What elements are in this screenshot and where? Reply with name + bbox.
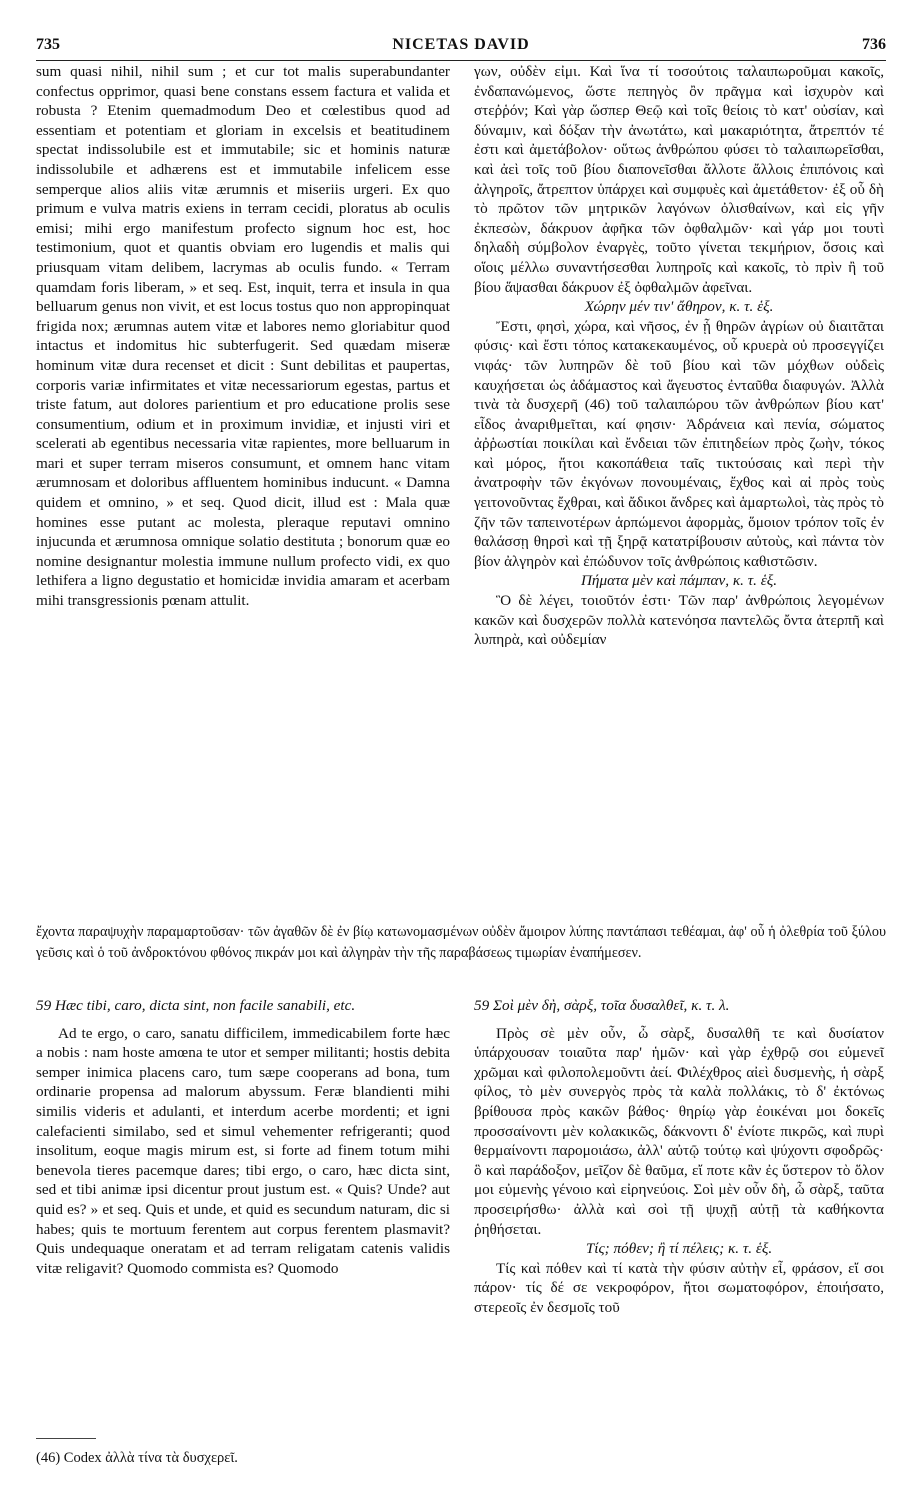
page-number-right: 736 (862, 36, 886, 53)
header-rule (36, 60, 886, 61)
latin-paragraph: Ad te ergo, o caro, sanatu difficilem, immedicabilem forte hæc a nobis : nam hoste amœna te utor et semper militanti; hostis debita semper inimica placens caro, tum sæpe cooperans ad bona, tum ordinarie propensa ad malorum abyssum. Feræ blandienti mihi similis videris et adulanti, et interdum acerbe mordenti; et igni calefacienti similabo, sed et simul vehementer refrigeranti; quod insolitum, eoque magis mirum est, si forte ad finem totum mihi benevola tieres pacemque dares; tibi ergo, o caro, hæc dicta sint, sed et tibi animæ ipsi dicentur prout justum est. « Quis? Unde? aut quid es? » et seq. Quis et unde, et quid es secundum naturam, dic si habes; quis te mortuum ferentem aut corpus ferentem plasmavit? Quis undequaque oneratam et ad terram religatam catenis validis vitæ religavit? Quomodo commista es? Quomodo (36, 1024, 450, 1277)
footnote: (46) Codex ἀλλὰ τίνα τὰ δυσχερεῖ. (36, 1450, 238, 1466)
greek-column-bottom (474, 996, 884, 1318)
greek-lemma: Πήματα μὲν καὶ πάμπαν, κ. τ. ἑξ. (580, 572, 778, 590)
latin-column-top (36, 62, 450, 611)
greek-lemma: Τίς; πόθεν; ἢ τί πέλεις; κ. τ. ἑξ. (585, 1240, 773, 1258)
running-title: NICETAS DAVID (392, 36, 530, 53)
greek-paragraph: Ἔστι, φησὶ, χώρα, καὶ νῆσος, ἐν ᾗ θηρῶν ἀγρίων οὐ διαιτᾶται φύσις· καὶ ἔστι τόπος κατακεκαυμένος, οὗ κρυερὰ οὐ προσεγγίζει νιφάς· τῶν λυπηρῶν δὲ τοῦ βίου καὶ τῶν μόχθων οὐδεὶς καυχήσεται ὡς ἀδάμαστος καὶ ἄγευστος ἐνταῦθα διαφυγών. Ἀλλὰ τινὰ τὰ δυσχερῆ (46) τοῦ ταλαιπώρου τῶν ἀνθρώπων βίου κατ' εἶδος ἀναριθμεῖται, καί φησιν· Ἀδράνεια καὶ πενία, σώματος ἀῤῥωστίαι ποικίλαι καὶ ἔνδειαι τῶν ἐπιτηδείων πρὸς ζωὴν, τόκος καὶ μόρος, ἤτοι κακοπάθεια ταῖς τικτούσαις καὶ περὶ τὴν ἀνατροφὴν τῶν ἐκγόνων πονουμέναις, ἔχθος καὶ αἱ πρὸς τοὺς γειτονοῦντας ἔχθραι, καὶ ἄδικοι ἄνδρες καὶ ἁμαρτωλοὶ, τὰς πρὸς τὸ ζῆν τῶν ταπεινοτέρων ἁρπώμενοι ἀφορμὰς, ὅμοιον τρόπον τοῖς ἐν θαλάσσῃ θηρσὶ καὶ τῇ ξηρᾷ κατατρίβουσιν αὐτοὺς, καὶ πάντα τὸν βίον ἀλγηρὸν καὶ ἐπώδυνον τοῖς ἀνθρώποις καθιστῶσιν. (474, 317, 884, 570)
latin-lemma: 59 Hæc tibi, caro, dicta sint, non facile sanabili, etc. (36, 997, 356, 1014)
page-header (36, 36, 886, 58)
greek-paragraph: Τίς καὶ πόθεν καὶ τί κατὰ τὴν φύσιν αὐτὴν εἶ, φράσον, εἴ σοι πάρον· τίς δέ σε νεκροφόρον, ἤτοι σωματοφόρον, ἐποιήσατο, στερεοῖς ἐν δεσμοῖς τοῦ (474, 1259, 884, 1316)
latin-paragraph: sum quasi nihil, nihil sum ; et cur tot malis superabundanter confectus opprimor, quasi bene constans essem factura et valida et robusta ? Etenim quemadmodum Deo et cœlestibus quod ad essentiam et potentiam et gloriam in excelsis et beatitudinem spectat indissolubile est et immutabile; sic et hominis naturæ indissolubile et adhærens est et immutabile infelicem esse semperque alios aliis vitæ ærumnis et miseriis urgeri. Ex quo primum e vulva matris exiens in terram cecidi, ploratus ab oculis emisi; mihi ergo manifestum profecto signum hoc est, hoc testimonium, quot et quantis obviam ero lugendis et malis qui priusquam vitam delibem, lacrymas ab oculis fundo. « Terram quamdam foris liberam, » et seq. Est, inquit, terra et insula in qua belluarum genus non vivit, et est locus tostus quo non appropinquat frigida nox; ærumnas autem vitæ et labores nemo gloriabitur quod intactus et indomitus hic subterfugerit. Sed quædam miseræ hominum vitæ dura recenset et dicit : Sunt debilitas et paupertas, corporis variæ infirmitates et vitæ necessariorum egestas, partus et triste fatum, aut dolores parientium et pro educatione prolis sese consumentium, odium et in proximum invidiæ, et injusti viri et scelerati ab egentibus necessaria vitæ rapientes, more belluarum in mari et super terram miseros consumunt, et omnem hanc vitam ærumnosam et doloribus affluentem hominibus inducunt. « Damna quidem et omnino, » et seq. Quod dicit, illud est : Mala quæ homines esse putant ac molesta, pleraque reputavi omnino injucunda et ærumnosa omnique solatio destituta ; bonorum quæ eo nomine designantur molestia immune nullum profecto vidi, ex quo lethifera a ligno degustatio et homicidæ invidia amaram et acerbam mihi transgressionis pœnam attulit. (36, 63, 450, 610)
spanning-greek-text: ἔχοντα παραψυχὴν παραμαρτοῦσαν· τῶν ἀγαθῶν δὲ ἐν βίῳ κατωνομασμένων οὐδὲν ἄμοιρον λύπης παντάπασι τεθέαμαι, ἀφ' οὗ ἡ ὀλεθρία τοῦ ξύλου γεῦσις καὶ ὁ τοῦ ἀνδροκτόνου φθόνος πικράν μοι καὶ ἀλγηρὰν τὴν τῆς παραβάσεως τιμωρίαν ἐναπήμεσεν. (36, 924, 886, 961)
greek-paragraph: γων, οὐδὲν εἰμι. Καὶ ἵνα τί τοσούτοις ταλαιπωροῦμαι κακοῖς, ἐνδαπανώμενος, ὥστε πεπηγὸς ὂν πρᾶγμα καὶ ἰσχυρὸν καὶ στεῤῥόν; Καὶ γὰρ ὥσπερ Θεῷ καὶ τοῖς θείοις τὸ κατ' οὐσίαν, καὶ δύναμιν, καὶ δόξαν τὴν ἀνωτάτω, καὶ μακαριότητα, ἄτρεπτόν τέ ἐστι καὶ ἀμετάβολον· οὕτως ἀνθρώπου φύσει τὸ ταλαιπωρεῖσθαι, καὶ ἀεὶ τοῖς τοῦ βίου διαπονεῖσθαι ἄλλοτε ἄλλοις ἐπιπόνοις καὶ ἀλγηροῖς, ἄτρεπτον ὑπάρχει καὶ συμφυὲς καὶ ἀμετάθετον· ἐξ οὗ δὴ τὸ πρῶτον τῶν μητρικῶν λαγόνων ὀλισθαίνων, καὶ εἰς γῆν ἐκπεσὼν, δάκρυον ἀφῆκα τῶν ὀφθαλμῶν· καὶ γάρ μοι τουτὶ δηλαδὴ σύμβολον ἐναργὲς, τοῦτο γίνεται τεκμήριον, ὅσοις καὶ οἵοις μέλλω συναντήσεσθαι λυπηροῖς καὶ κακοῖς, τὸ πρὶν ἢ τοῦ βίου ἅψασθαι δάκρυον ἐξ ὀφθαλμῶν ἀφεῖναι. (474, 63, 884, 296)
greek-column-top (474, 62, 884, 650)
page-number-left: 735 (36, 36, 60, 53)
latin-column-bottom (36, 996, 450, 1278)
greek-lemma: 59 Σοὶ μὲν δὴ, σὰρξ, τοῖα δυσαλθεῖ, κ. τ. λ. (474, 997, 730, 1014)
greek-paragraph: Ὃ δὲ λέγει, τοιοῦτόν ἐστι· Τῶν παρ' ἀνθρώποις λεγομένων κακῶν καὶ δυσχερῶν πολλὰ κατενόησα παντελῶς ὄντα ἀτερπῆ καὶ λυπηρὰ, καὶ οὐδεμίαν (474, 592, 884, 649)
greek-lemma: Χώρην μέν τιν' ἄθηρον, κ. τ. ἑξ. (584, 298, 774, 316)
greek-paragraph: Πρὸς σὲ μὲν οὖν, ὦ σὰρξ, δυσαλθῆ τε καὶ δυσίατον ὑπάρχουσαν τοιαῦτα παρ' ἡμῶν· καὶ γὰρ ἐχθρῷ σοι εὐμενεῖ χρῶμαι καὶ φιλοπολεμοῦντι ἀεί. Φιλέχθρος αἰεὶ δυσμενὴς, ἡ σὰρξ φίλος, τὸ μὲν συνεργὸς πρὸς τὰ καλὰ πολλάκις, τὸ δ' ἐκτόνως βρίθουσα πρὸς κακῶν βάθος· θηρίῳ γὰρ ἐοικέναι μοι δοκεῖς προσσαίνοντι μὲν κολακικῶς, δάκνοντι δ' ἐνίοτε πικρῶς, καὶ πυρὶ θερμαίνοντι παρομοιάσω, ἀλλ' αὐτῷ τούτῳ καὶ ψύχοντι σφοδρῶς· ὃ καὶ παράδοξον, μεῖζον δὲ θαῦμα, εἴ ποτε κἂν ἐς ὕστερον τὸ ὅλον μοι εὐμενὴς γένοιο καὶ εἰρηνεύοις. Σοὶ μὲν οὖν δὴ, ὦ σὰρξ, ταῦτα προσειρήσθω· ἀλλὰ καὶ σοὶ τῇ ψυχῇ αὐτῇ τὰ καθήκοντα ῥηθήσεται. (474, 1024, 884, 1238)
footnote-rule (36, 1438, 96, 1439)
